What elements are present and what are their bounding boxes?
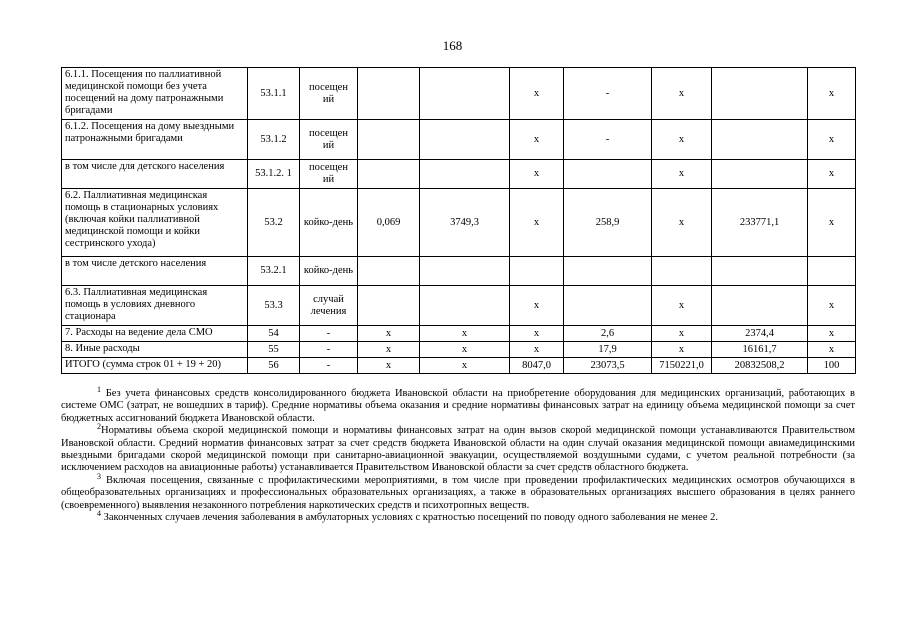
row-name-cell: 8. Иные расходы (62, 342, 248, 358)
data-table (61, 67, 856, 374)
table-cell: 17,9 (564, 342, 652, 358)
table-cell: х (510, 342, 564, 358)
table-cell: 53.1.1 (248, 68, 300, 120)
row-name-cell: 6.1.2. Посещения на дому выездными патронажными бригадами (62, 120, 248, 160)
table-cell (420, 68, 510, 120)
table-cell: х (510, 120, 564, 160)
table-cell (712, 68, 808, 120)
table-row (62, 68, 856, 120)
table-cell: 54 (248, 326, 300, 342)
table-cell (808, 257, 856, 286)
table-cell (712, 120, 808, 160)
table-cell: 16161,7 (712, 342, 808, 358)
table-cell: койко-день (300, 189, 358, 257)
table-cell: 53.2 (248, 189, 300, 257)
table-cell: х (510, 286, 564, 326)
table-cell: х (420, 358, 510, 374)
footnotes (61, 385, 855, 524)
table-cell (564, 286, 652, 326)
table-cell: - (300, 358, 358, 374)
row-name-cell: ИТОГО (сумма строк 01 + 19 + 20) (62, 358, 248, 374)
table-cell: случай лечения (300, 286, 358, 326)
table-row (62, 342, 856, 358)
table-cell: 53.1.2. 1 (248, 160, 300, 189)
table-cell: х (652, 68, 712, 120)
table-cell: х (510, 189, 564, 257)
table-cell: 53.1.2 (248, 120, 300, 160)
table-cell (420, 120, 510, 160)
table-cell: х (808, 120, 856, 160)
table-cell: 100 (808, 358, 856, 374)
table-cell: х (420, 342, 510, 358)
table-cell: х (510, 68, 564, 120)
table-cell: 3749,3 (420, 189, 510, 257)
table-cell: 0,069 (358, 189, 420, 257)
table-cell: 53.2.1 (248, 257, 300, 286)
table-cell: х (652, 160, 712, 189)
table-cell: 55 (248, 342, 300, 358)
table-cell: х (808, 326, 856, 342)
table-cell: 7150221,0 (652, 358, 712, 374)
table-cell (420, 257, 510, 286)
footnote-marker: 4 (97, 509, 101, 519)
table-cell: - (564, 68, 652, 120)
table-cell: посещен ий (300, 160, 358, 189)
table-cell: х (358, 342, 420, 358)
row-name-cell: 6.3. Паллиативная медицинская помощь в условиях дневного стационара (62, 286, 248, 326)
table-row (62, 286, 856, 326)
footnote-text: Включая посещения, связанные с профилактическими мероприятиями, в том числе при проведении профилактических медицинских осмотров обучающихся в общеобразовательных организациях и профессиональных образовательных организациях, а также в образовательных организациях высшего образования в целях раннего (своевременного) выявления незаконного потребления наркотических средств и психотропных веществ. (61, 474, 855, 511)
table-cell (510, 257, 564, 286)
table-cell: х (652, 120, 712, 160)
table-row (62, 189, 856, 257)
row-name-cell: в том числе детского населения (62, 257, 248, 286)
table-cell: койко-день (300, 257, 358, 286)
table-cell: х (652, 189, 712, 257)
footnote-marker: 1 (97, 385, 101, 394)
page-number: 168 (442, 38, 463, 53)
table-cell (712, 257, 808, 286)
table-cell: х (652, 326, 712, 342)
table-cell: 53.3 (248, 286, 300, 326)
footnote-marker: 3 (97, 471, 101, 481)
table-cell (564, 257, 652, 286)
table-cell: - (300, 326, 358, 342)
footnote-marker: 2 (97, 422, 101, 432)
table-cell: х (510, 326, 564, 342)
table-cell: 8047,0 (510, 358, 564, 374)
footnote-text: Нормативы объема скорой медицинской помощи и нормативы финансовых затрат на один вызов скорой медицинской помощи устанавливаются Правительством Ивановской области. Средний норматив финансовых затрат за счет средств бюджета Ивановской области на один случай оказания медицинской помощи авиамедицинскими выездными бригадами скорой медицинской помощи при санитарно-авиационной эвакуации, осуществляемой воздушными судами, с учетом реальной потребности (за исключением расходов на авиационные работы) устанавливается Правительством Ивановской области за счет средств областного бюджета. (61, 425, 855, 474)
footnote-3 (61, 471, 855, 512)
footnote-2 (61, 422, 855, 475)
table-cell: х (652, 286, 712, 326)
table-row (62, 160, 856, 189)
table-cell: - (564, 120, 652, 160)
footnote-4 (61, 509, 855, 524)
table-cell: посещен ий (300, 120, 358, 160)
footnote-1 (61, 385, 855, 425)
row-name-cell: 7. Расходы на ведение дела СМО (62, 326, 248, 342)
table-cell: - (300, 342, 358, 358)
table-cell: 2374,4 (712, 326, 808, 342)
footnote-text: Без учета финансовых средств консолидированного бюджета Ивановской области на приобретение оборудования для медицинских организаций, работающих в системе ОМС (затрат, не вошедших в тариф). Средние нормативы объема оказания и средние нормативы финансовых затрат на единицу объема медицинской помощи за счет бюджетных ассигнований бюджета Ивановской области. (61, 388, 855, 424)
footnote-text: Законченных случаев лечения заболевания в амбулаторных условиях с кратностью посещений по поводу одного заболевания не менее 2. (103, 512, 718, 524)
table-cell: х (652, 342, 712, 358)
table-cell (712, 286, 808, 326)
table-cell (420, 160, 510, 189)
table-cell (712, 160, 808, 189)
row-name-cell: 6.1.1. Посещения по паллиативной медицинской помощи без учета посещений на дому патронажными бригадами (62, 68, 248, 120)
table-cell: х (808, 286, 856, 326)
row-name-cell: 6.2. Паллиативная медицинская помощь в стационарных условиях (включая койки паллиативной медицинской помощи и койки сестринского ухода) (62, 189, 248, 257)
table-cell (652, 257, 712, 286)
table-cell (358, 120, 420, 160)
table-cell: 20832508,2 (712, 358, 808, 374)
table-cell (358, 286, 420, 326)
table-row (62, 326, 856, 342)
table-cell: х (358, 326, 420, 342)
table-cell: х (808, 342, 856, 358)
table-cell: 233771,1 (712, 189, 808, 257)
table-cell: посещен ий (300, 68, 358, 120)
table-cell: 23073,5 (564, 358, 652, 374)
table-cell (358, 68, 420, 120)
table-cell (358, 257, 420, 286)
table-cell (420, 286, 510, 326)
table-cell (358, 160, 420, 189)
table-row (62, 358, 856, 374)
table-cell: 56 (248, 358, 300, 374)
table-cell (564, 160, 652, 189)
table-cell: х (358, 358, 420, 374)
table-cell: х (510, 160, 564, 189)
row-name-cell: в том числе для детского населения (62, 160, 248, 189)
table-row (62, 120, 856, 160)
table-cell: х (420, 326, 510, 342)
table-cell: х (808, 189, 856, 257)
table-cell: 2,6 (564, 326, 652, 342)
table-row (62, 257, 856, 286)
table-cell: х (808, 68, 856, 120)
table-cell: 258,9 (564, 189, 652, 257)
table-cell: х (808, 160, 856, 189)
